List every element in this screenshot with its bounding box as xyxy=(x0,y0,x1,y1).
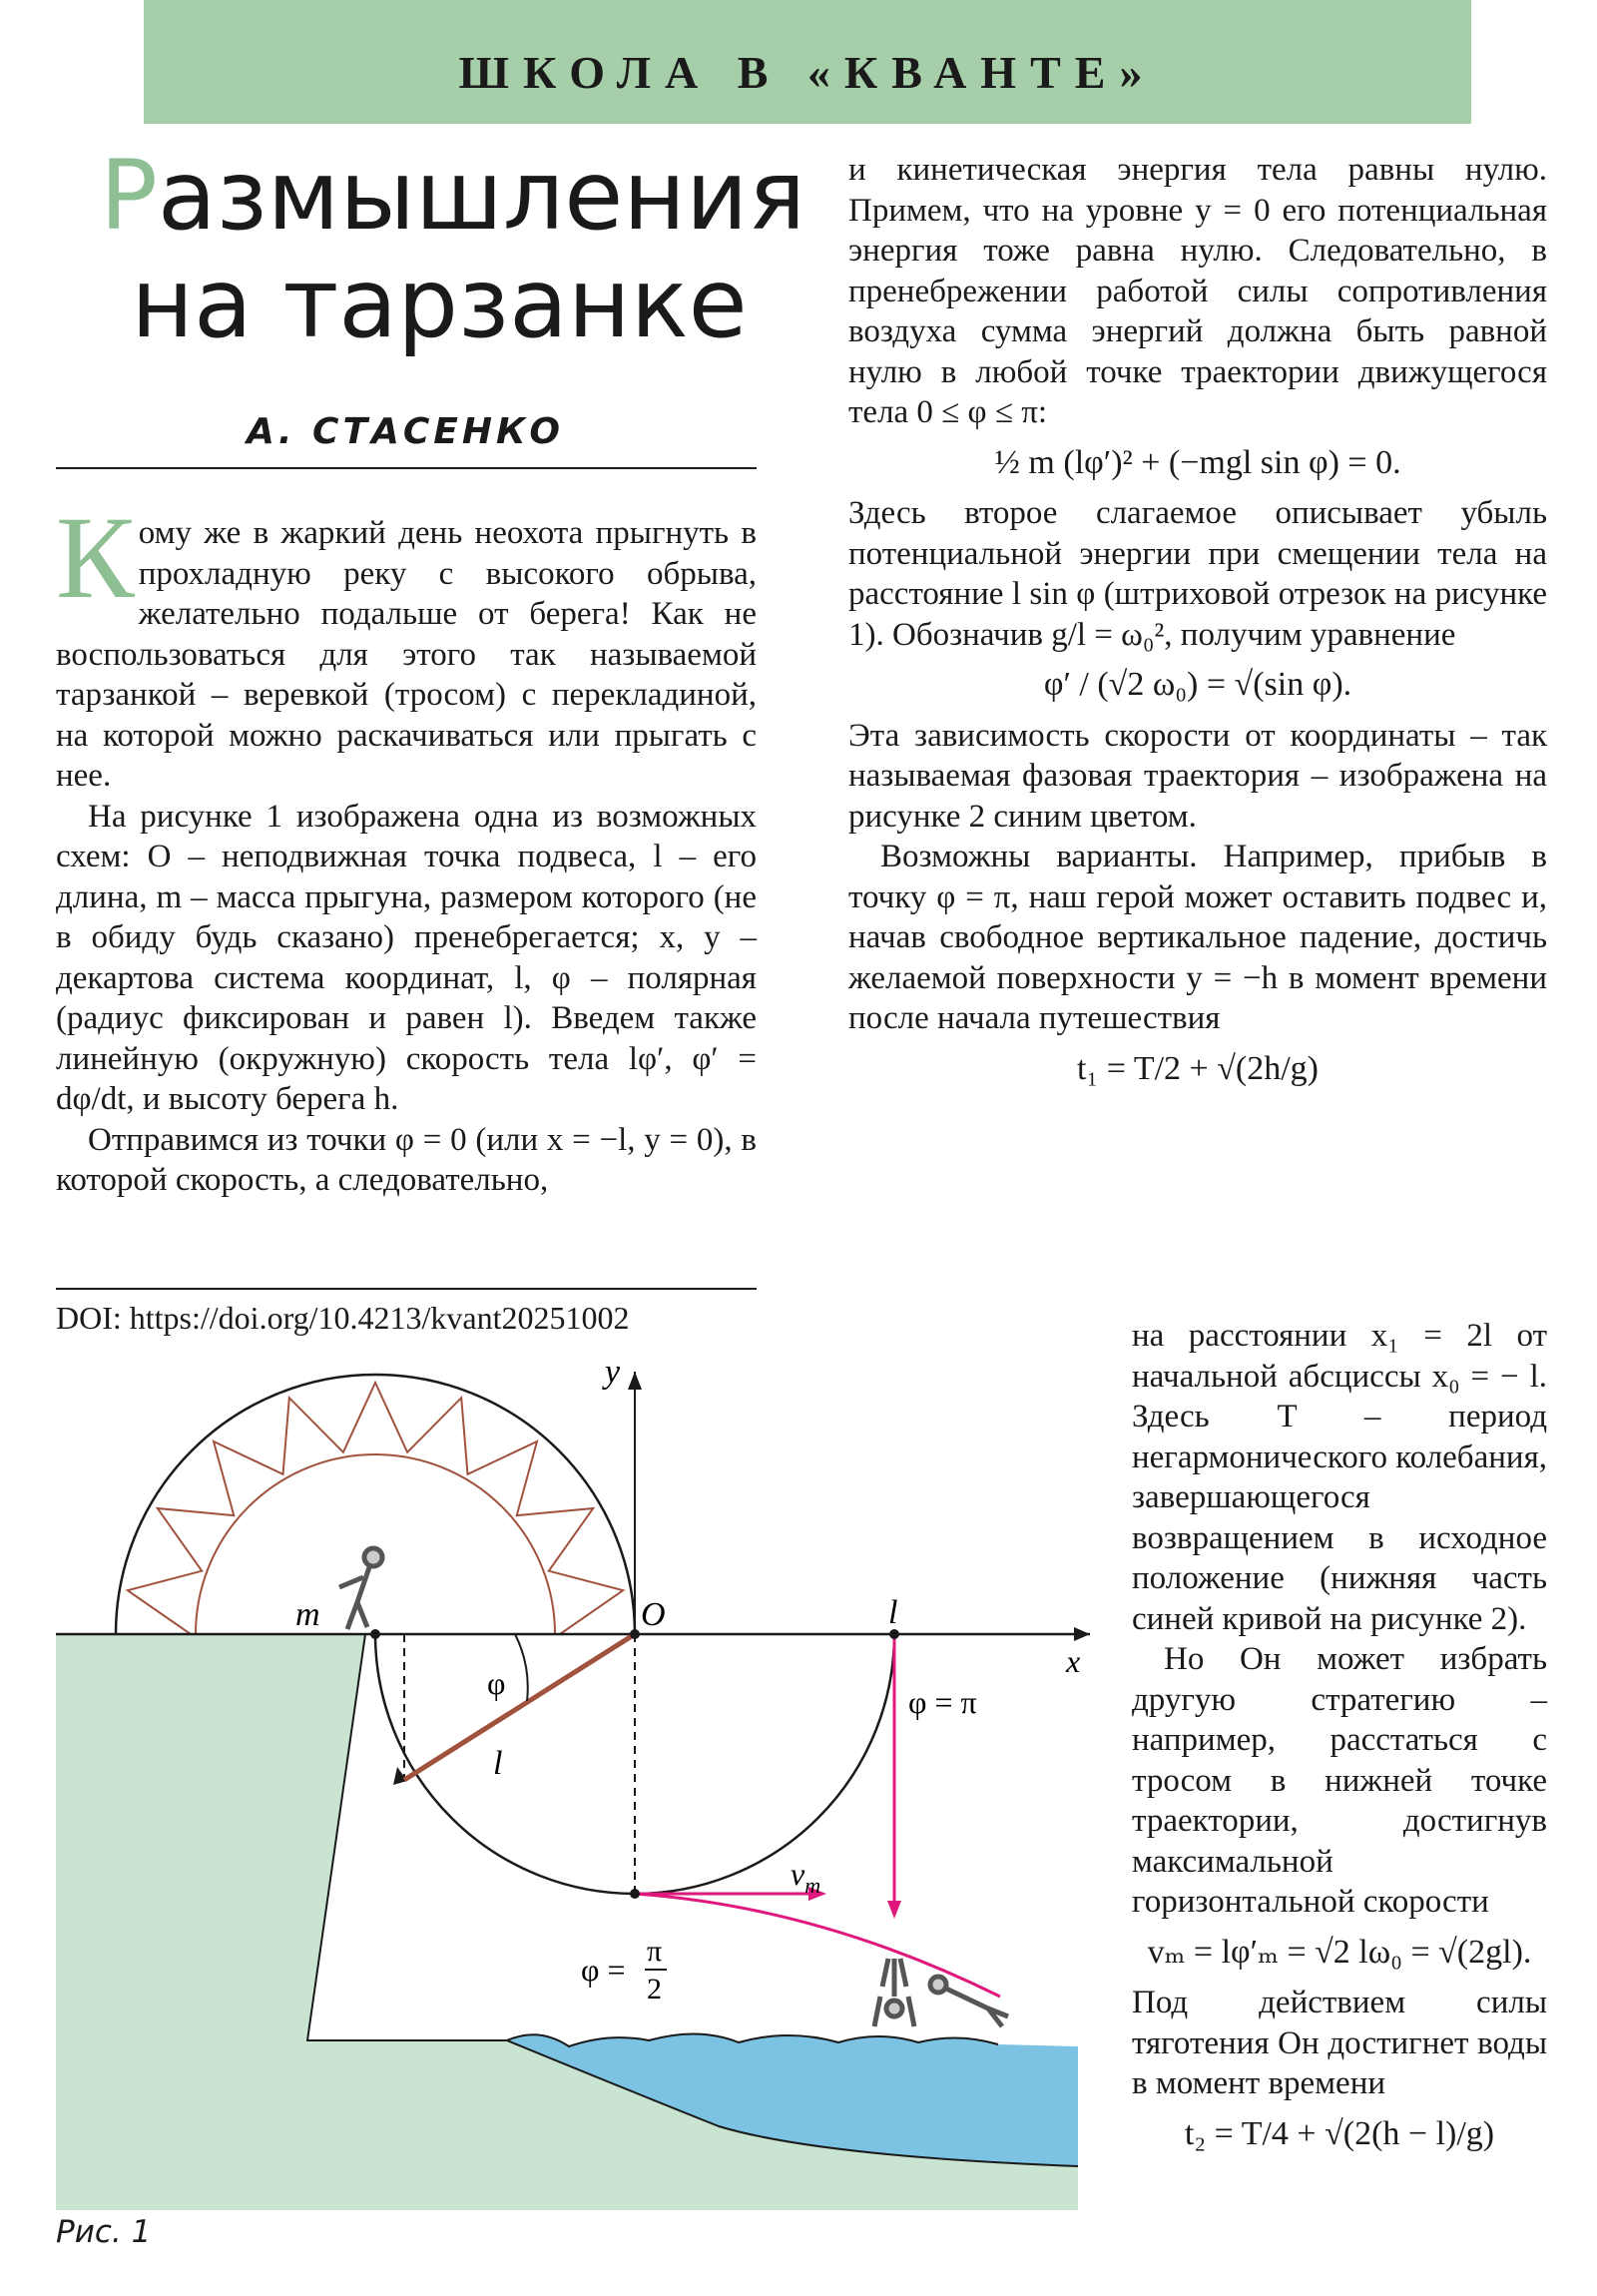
right-paragraph-5: на расстоянии x₁ = 2l от начальной абсциссы x₀ = − l. Здесь T – период негармонического колебания, завершающегося возвращением в исходное положение (нижняя часть синей кривой на рисунке 2). xyxy=(1132,1318,1547,1637)
vm-label-v: v xyxy=(791,1856,805,1892)
left-paragraph-2: На рисунке 1 изображена одна из возможных схем: O – неподвижная точка подвеса, l – его длина, m – масса прыгуна, размером которого (не в обиду будь сказано) пренебрегается; x, y – декартова система координат, l, φ – полярная (радиус фиксирован и равен l). Введем также линейную (окружную) скорость тела lφ′, φ′ = dφ/dt, и высоту берега h. xyxy=(56,798,757,1117)
mass-label: m xyxy=(295,1596,320,1633)
cliff-ground xyxy=(56,1634,507,2210)
phi-half-denominator: 2 xyxy=(647,1973,662,2006)
t1-formula: t₁ = T/2 + √(2h/g) xyxy=(1076,1049,1319,1087)
title-line-2: на тарзанке xyxy=(131,248,748,359)
figure-caption: Рис. 1 xyxy=(56,2214,152,2250)
vm-label-sub: m xyxy=(804,1873,821,1898)
phi-half-numerator: π xyxy=(647,1935,663,1968)
right-paragraph-6: Но Он может избрать другую стратегию – например, расстаться с тросом в нижней точке траектории, достигнув максимальной горизонтальной скорости xyxy=(1132,1641,1547,1920)
right-paragraph-2: Здесь второе слагаемое описывает убыль потенциальной энергии при смещении тела на расстояние l sin φ (штриховой отрезок на рисунке 1). Обозначив g/l = ω₀², получим уравнение xyxy=(848,495,1547,653)
y-axis-label: y xyxy=(605,1354,621,1391)
right-paragraph-4: Возможны варианты. Например, прибыв в точку φ = π, наш герой может оставить подвес и, начав свободное вертикальное падение, достичь желаемой поверхности y = −h в момент времени после начала путешествия xyxy=(848,839,1547,1036)
left-paragraph-3: Отправимся из точки φ = 0 (или x = −l, y = 0), в которой скорость, а следовательно, xyxy=(56,1121,757,1198)
jumper-standing-icon xyxy=(339,1548,382,1629)
article-author: А. СТАСЕНКО xyxy=(246,411,565,452)
phi-half-label: φ = xyxy=(581,1952,626,1988)
arch-inner xyxy=(196,1454,555,1634)
y-axis-arrow xyxy=(628,1372,642,1390)
axis-l-label: l xyxy=(888,1594,898,1631)
vm-formula: vₘ = lφ′ₘ = √2 lω₀ = √(2gl). xyxy=(1147,1933,1532,1971)
pivot-label: O xyxy=(641,1596,666,1633)
start-point xyxy=(370,1629,380,1639)
rope-length-label: l xyxy=(493,1745,503,1782)
energy-formula: ½ m (lφ′)² + (−mgl sin φ) = 0. xyxy=(994,443,1401,481)
section-title: ШКОЛА В «КВАНТЕ» xyxy=(458,47,1157,98)
x-axis-label: x xyxy=(1066,1643,1081,1679)
left-p1-text: ому же в жаркий день неохота прыгнуть в прохладную реку с высокого обрыва, желательно подальше от берега! Как не воспользоваться для этого так называемой тарзанкой – веревкой (тросом) с перекладиной, на которой можно раскачиваться или прыгать с нее. xyxy=(56,515,757,794)
bottom-point xyxy=(630,1889,640,1899)
doi-line: DOI: https://doi.org/10.4213/kvant20251002 xyxy=(56,1300,630,1336)
arch-outer xyxy=(116,1375,635,1634)
right-paragraph-3: Эта зависимость скорости от координаты – так называемая фазовая траектория – изображена на рисунке 2 синим цветом. xyxy=(848,717,1547,835)
phi-label: φ xyxy=(487,1665,506,1701)
t2-formula: t₂ = T/4 + √(2(h − l)/g) xyxy=(1184,2114,1495,2152)
phi-angle-arc xyxy=(515,1634,528,1701)
vm-label xyxy=(791,1856,820,1898)
fall-arrow xyxy=(887,1901,901,1919)
phi-pi-label: φ = π xyxy=(908,1684,977,1720)
arch-truss xyxy=(128,1383,623,1634)
phase-formula: φ′ / (√2 ω₀) = √(sin φ). xyxy=(1043,666,1352,703)
rope xyxy=(404,1634,635,1780)
right-paragraph-7: Под действием силы тяготения Он достигнет воды в момент времени xyxy=(1132,1985,1547,2101)
x-axis-arrow xyxy=(1074,1627,1090,1641)
drop-cap: К xyxy=(56,492,135,623)
title-line-1: азмышления xyxy=(157,140,806,252)
jumper-diving-icon xyxy=(930,1977,1008,2026)
jumper-falling-icon xyxy=(874,1959,914,2026)
title-initial: Р xyxy=(100,140,158,252)
right-paragraph-1: и кинетическая энергия тела равны нулю. Примем, что на уровне y = 0 его потенциальная энергия тоже равна нулю. Следовательно, в пренебрежении работой силы сопротивления воздуха сумма энергий должна быть равной нулю в любой точке траектории движущегося тела 0 ≤ φ ≤ π: xyxy=(848,152,1547,430)
pivot-point xyxy=(630,1629,640,1639)
